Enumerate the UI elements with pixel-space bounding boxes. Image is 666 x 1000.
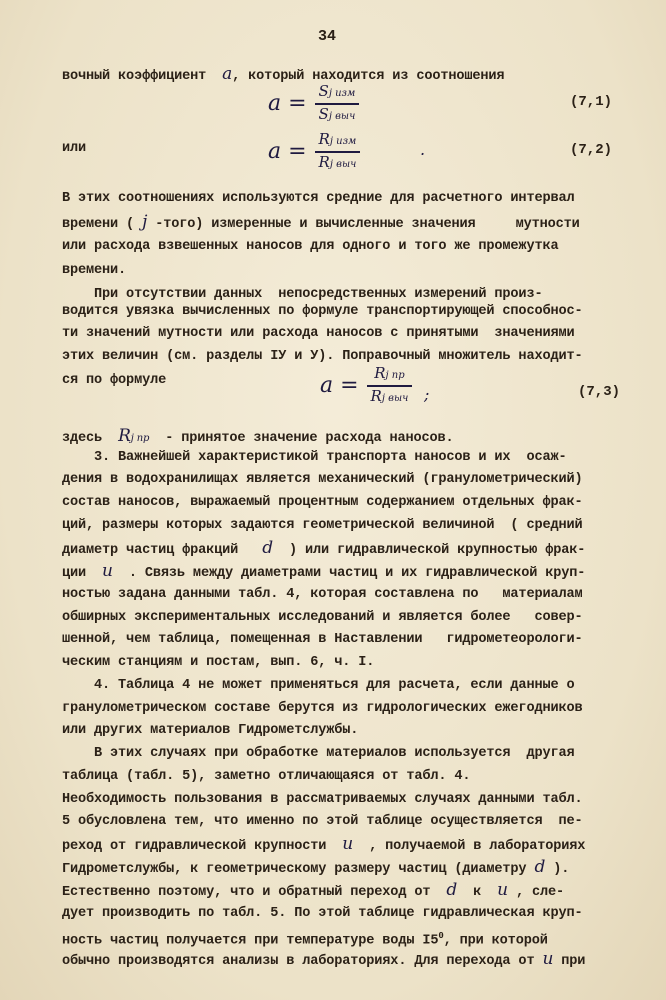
text-fragment: при bbox=[561, 954, 586, 969]
symbol-subscript: j пр bbox=[130, 433, 150, 444]
text-fragment: Естественно поэтому, что и обратный переход от bbox=[62, 885, 431, 900]
den-symbol: R bbox=[370, 386, 382, 405]
text-fragment: времени ( bbox=[62, 217, 135, 232]
fraction-denominator bbox=[315, 105, 360, 126]
text-line: 3. Важнейшей характеристикой транспорта наносов и их осаж- bbox=[62, 450, 567, 465]
text-line bbox=[62, 428, 642, 447]
text-line: водится увязка вычисленных по формуле транспортирующей способнос- bbox=[62, 304, 583, 319]
formula-lhs: a = bbox=[268, 139, 307, 165]
den-symbol: S bbox=[318, 104, 329, 123]
text-line: этих величин (см. разделы IУ и У). Поправочный множитель находит- bbox=[62, 349, 583, 364]
text-line bbox=[62, 836, 642, 855]
text-line bbox=[62, 951, 642, 970]
formula-7-1 bbox=[268, 82, 359, 126]
text-line bbox=[62, 214, 642, 233]
text-fragment: , при которой bbox=[443, 933, 548, 949]
text-line: таблица (табл. 5), заметно отличающаяся от табл. 4. bbox=[62, 769, 471, 784]
symbol-d: d bbox=[534, 857, 546, 877]
symbol-d: d bbox=[262, 538, 273, 558]
text-fragment: , который находится из соотношения bbox=[232, 69, 505, 84]
formula-7-3 bbox=[320, 364, 412, 408]
num-subscript: j изм bbox=[328, 88, 356, 99]
formula-punct: . bbox=[420, 140, 426, 159]
text-line bbox=[62, 882, 642, 901]
num-subscript: j пр bbox=[385, 370, 405, 381]
text-fragment: Гидрометслужбы, к геометрическому размеру частиц (диаметру bbox=[62, 862, 527, 877]
text-fragment: диаметр частиц фракций bbox=[62, 543, 239, 558]
symbol-u: u bbox=[342, 834, 354, 854]
text-line: дует производить по табл. 5. По этой таблице гидравлическая круп- bbox=[62, 906, 583, 921]
equation-number: (7,1) bbox=[570, 94, 613, 110]
text-fragment: . Связь между диаметрами частиц и их гидравлической круп- bbox=[128, 566, 586, 581]
text-fragment: , получаемой в лабораториях bbox=[369, 839, 586, 854]
fraction bbox=[367, 364, 413, 408]
text-line: или bbox=[62, 141, 87, 156]
text-line bbox=[62, 563, 642, 582]
text-fragment: ). bbox=[553, 862, 570, 877]
fraction-denominator bbox=[315, 153, 361, 174]
equation-number: (7,2) bbox=[570, 142, 613, 158]
fraction bbox=[315, 130, 361, 174]
text-line: времени. bbox=[62, 263, 127, 278]
text-fragment: вочный коэффициент bbox=[62, 69, 207, 84]
text-fragment: обычно производятся анализы в лабораториях. Для перехода от bbox=[62, 954, 535, 969]
symbol-a: a bbox=[222, 64, 233, 84]
text-line: дения в водохранилищах является механический (гранулометрический) bbox=[62, 472, 583, 487]
den-symbol: R bbox=[318, 152, 330, 171]
symbol-j: j bbox=[142, 212, 148, 232]
superscript-degree: 0 bbox=[438, 931, 444, 941]
fraction-numerator bbox=[370, 364, 408, 385]
text-line: гранулометрическом составе берутся из гидрологических ежегодников bbox=[62, 701, 583, 716]
text-line bbox=[62, 859, 642, 878]
text-line: ся по формуле bbox=[62, 373, 167, 388]
formula-lhs: a = bbox=[320, 373, 359, 399]
num-symbol: S bbox=[318, 82, 329, 100]
page-number: 34 bbox=[318, 28, 337, 45]
symbol-u: u bbox=[102, 561, 113, 581]
num-symbol: R bbox=[374, 364, 386, 382]
text-fragment: к bbox=[473, 885, 482, 900]
fraction bbox=[315, 82, 360, 126]
text-line: В этих соотношениях используются средние для расчетного интервал bbox=[62, 191, 575, 206]
num-subscript: j изм bbox=[329, 136, 357, 147]
den-subscript: j выч bbox=[381, 392, 409, 404]
text-line: 4. Таблица 4 не может применяться для расчета, если данные о bbox=[62, 678, 575, 693]
text-line: состав наносов, выражаемый процентным содержанием отдельных фрак- bbox=[62, 495, 583, 510]
text-line bbox=[62, 928, 642, 950]
den-subscript: j выч bbox=[329, 158, 357, 170]
text-fragment: здесь bbox=[62, 431, 103, 446]
text-fragment: -того) измеренные и вычисленные значения мутности bbox=[155, 217, 580, 232]
symbol-u: u bbox=[497, 880, 508, 900]
text-line bbox=[62, 540, 642, 559]
text-fragment: ность частиц получается при температуре воды I5 bbox=[62, 933, 439, 949]
text-line: 5 обусловлена тем, что именно по этой таблице осуществляется пе- bbox=[62, 814, 583, 829]
text-line: или расхода взвешенных наносов для одного и того же промежутка bbox=[62, 239, 559, 254]
equation-number: (7,3) bbox=[578, 384, 621, 400]
text-line: При отсутствии данных непосредственных измерений произ- bbox=[62, 287, 543, 302]
formula-lhs: a = bbox=[268, 91, 307, 117]
formula-7-2 bbox=[268, 130, 360, 174]
text-fragment: , сле- bbox=[515, 885, 565, 900]
fraction-denominator bbox=[367, 387, 413, 408]
text-line: ций, размеры которых задаются геометрической величиной ( средний bbox=[62, 518, 583, 533]
text-fragment: ции bbox=[62, 566, 87, 581]
fraction-numerator bbox=[315, 130, 361, 151]
text-line: В этих случаях при обработке материалов используется другая bbox=[62, 746, 575, 761]
num-symbol: R bbox=[318, 130, 330, 148]
symbol-u: u bbox=[542, 949, 554, 969]
den-subscript: j выч bbox=[328, 110, 356, 122]
text-fragment: - принятое значение расхода наносов. bbox=[165, 431, 454, 446]
text-line: ческим станциям и постам, вып. 6, ч. I. bbox=[62, 655, 375, 670]
symbol-d: d bbox=[446, 880, 458, 900]
formula-punct: ; bbox=[424, 385, 430, 404]
text-line: ностью задана данными табл. 4, которая составлена по материалам bbox=[62, 587, 583, 602]
fraction-numerator bbox=[315, 82, 360, 103]
text-fragment: реход от гидравлической крупности bbox=[62, 839, 327, 854]
text-line: обширных экспериментальных исследований и является более совер- bbox=[62, 610, 583, 625]
text-fragment: ) или гидравлической крупностью фрак- bbox=[288, 543, 586, 558]
text-line: Необходимость пользования в рассматриваемых случаях данными табл. bbox=[62, 792, 583, 807]
symbol-R: R bbox=[118, 426, 131, 446]
text-line: шенной, чем таблица, помещенная в Наставлении гидрометеорологи- bbox=[62, 632, 583, 647]
text-line: ти значений мутности или расхода наносов с принятыми значениями bbox=[62, 326, 575, 341]
text-line: или других материалов Гидрометслужбы. bbox=[62, 723, 359, 738]
